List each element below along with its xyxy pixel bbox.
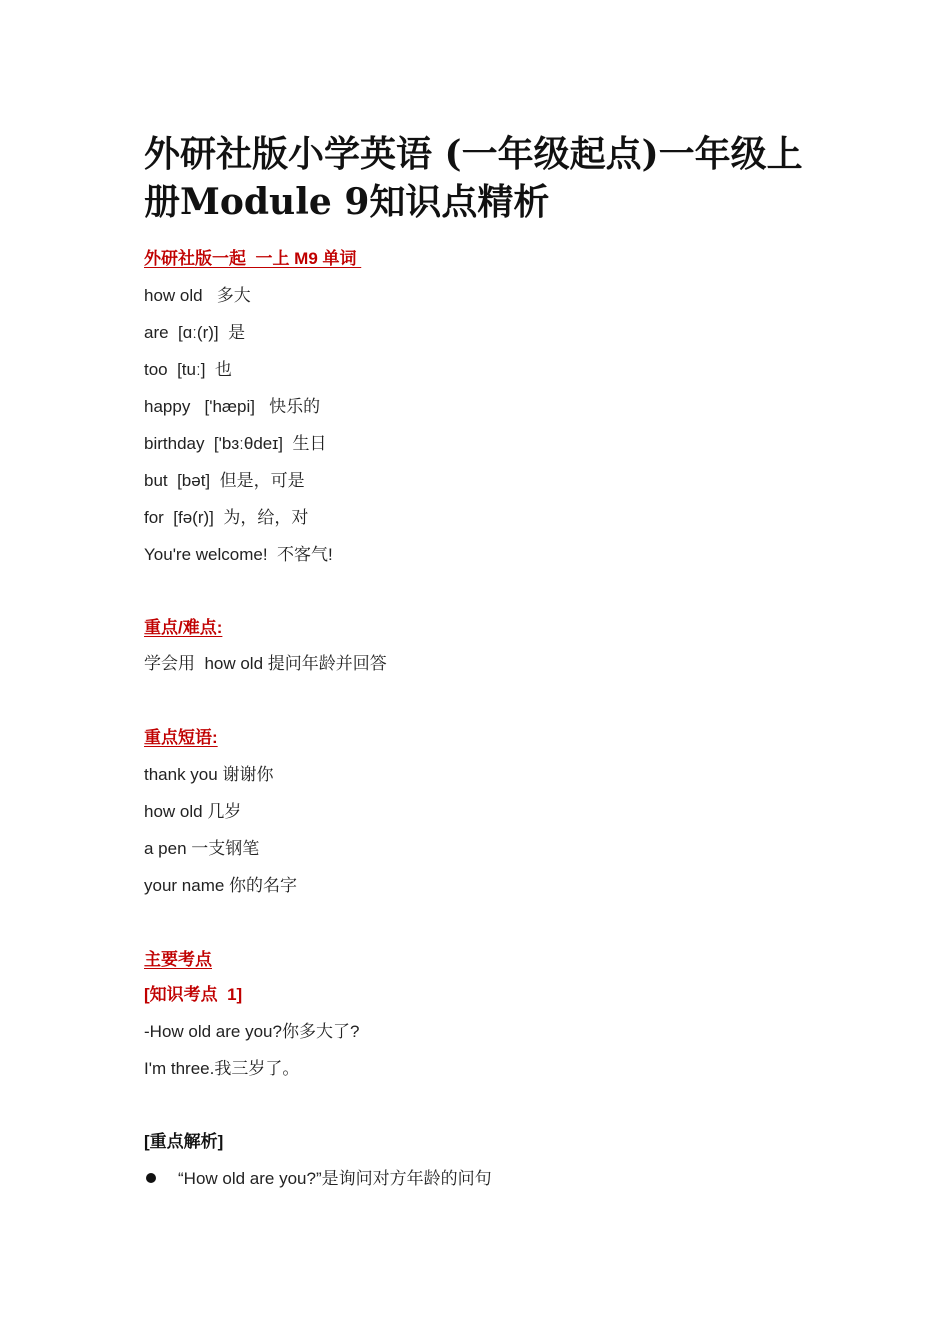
- phrase-item: a pen 一支钢笔: [144, 839, 260, 858]
- difficulty-text: 学会用 how old 提问年龄并回答: [144, 654, 387, 673]
- vocab-item: are [ɑː(r)] 是: [144, 323, 246, 342]
- vocab-item: but [bət] 但是，可是: [144, 471, 305, 490]
- document-title: 外研社版小学英语 (一年级起点)一年级上册Module 9知识点精析: [144, 133, 803, 223]
- phrase-item: your name 你的名字: [144, 876, 298, 895]
- vocab-item: how old 多大: [144, 286, 251, 305]
- point1-label: [知识考点 1]: [144, 985, 243, 1004]
- phrase-item: how old 几岁: [144, 802, 242, 821]
- point1-line: I'm three.我三岁了。: [144, 1059, 300, 1078]
- analysis-bullet: “How old are you?”是询问对方年龄的问句: [178, 1169, 492, 1188]
- vocab-item: for [fə(r)] 为，给，对: [144, 508, 309, 527]
- difficulty-heading: 重点/难点:: [144, 618, 223, 637]
- vocab-item: too [tuː] 也: [144, 360, 232, 379]
- phrase-item: thank you 谢谢你: [144, 765, 274, 784]
- vocab-item: happy ['hæpi] 快乐的: [144, 397, 321, 416]
- vocab-item: birthday ['bɜːθdeɪ] 生日: [144, 434, 327, 453]
- bullet-icon: [146, 1173, 156, 1183]
- main-points-heading: 主要考点: [144, 950, 212, 969]
- phrases-heading: 重点短语:: [144, 728, 218, 747]
- vocab-heading: 外研社版一起 一上 M9 单词: [144, 249, 362, 268]
- vocab-item: You're welcome! 不客气!: [144, 545, 333, 564]
- analysis-heading: [重点解析]: [144, 1132, 224, 1151]
- point1-line: -How old are you?你多大了?: [144, 1022, 360, 1041]
